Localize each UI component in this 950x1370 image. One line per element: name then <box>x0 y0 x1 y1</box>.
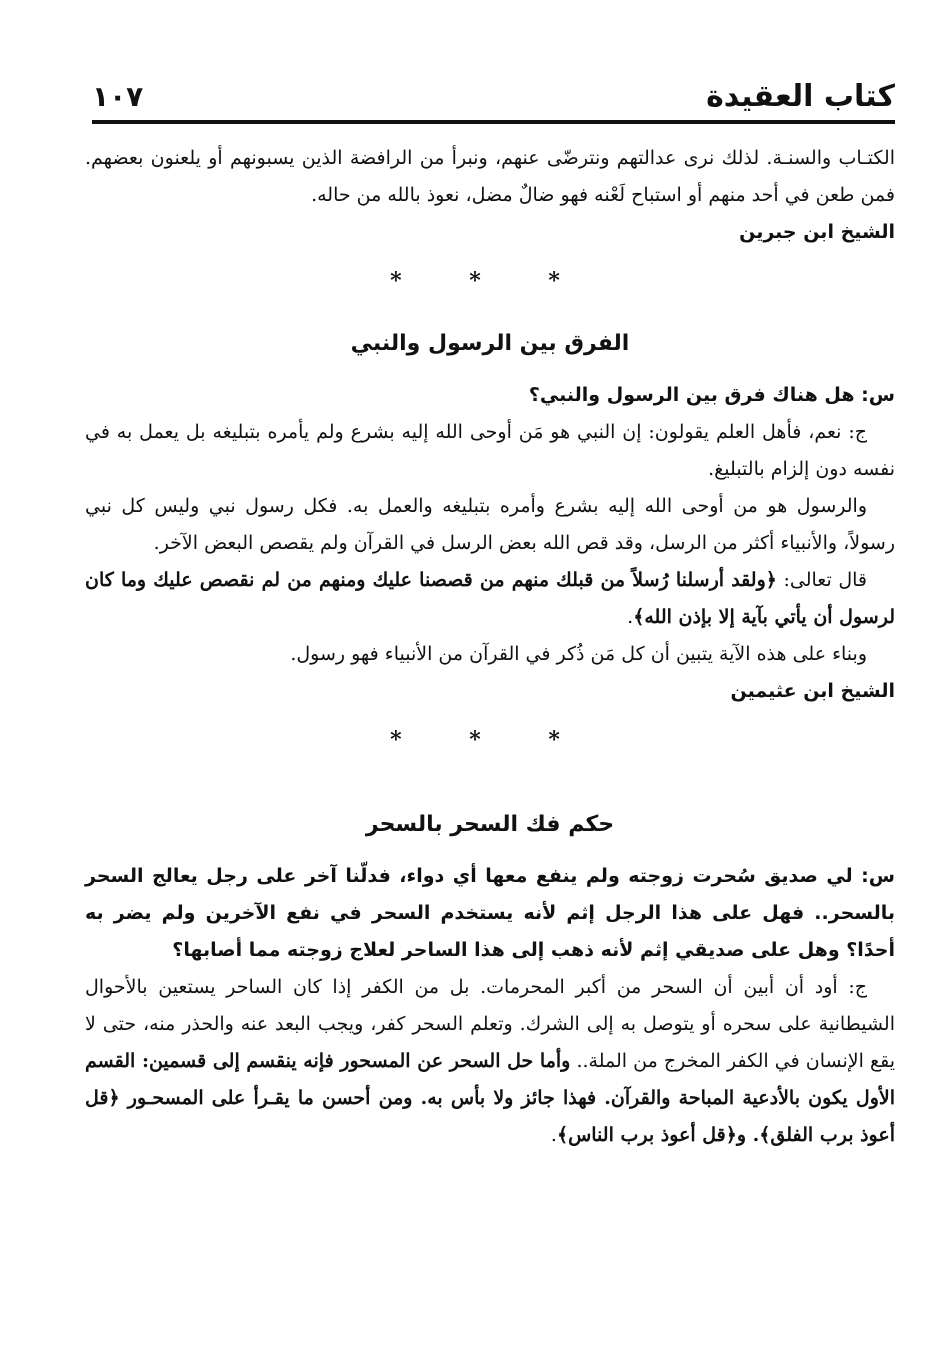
quran-intro: قال تعالى: <box>776 569 867 591</box>
author-signature: الشيخ ابن جبرين <box>739 221 895 243</box>
section-separator: * * * <box>390 727 590 753</box>
quran-verse: ﴿قل أعوذ برب الناس﴾ <box>556 1124 737 1146</box>
quran-verse: ﴿ولقد أرسلنا رُسلاً من قبلك منهم من قصصنا عليك ومنهم من لم نقصص عليك وما كان لرسول أن يأتي بآية إلا بإذن الله﴾ <box>85 569 895 628</box>
section-title: حكم فك السحر بالسحر <box>365 812 615 837</box>
page-header <box>92 72 895 124</box>
quran-verse: ﴿قل أعوذ برب الفلق﴾ <box>85 1087 895 1146</box>
answer-paragraph: والرسول هو من أوحى الله إليه بشرع وأمره بتبليغه والعمل به. فكل رسول نبي وليس كل نبي رسولاً، والأنبياء أكثر من الرسل، وقد قص الله بعض الرسل في القرآن ولم يقصص البعض الآخر. <box>85 495 895 554</box>
punctuation: . و <box>736 1124 760 1146</box>
page-number: ١٠٧ <box>92 79 144 113</box>
answer-paragraph: وبناء على هذه الآية يتبين أن كل مَن ذُكر في القرآن من الأنبياء فهو رسول. <box>290 643 867 665</box>
section-separator: * * * <box>390 268 590 294</box>
answer-paragraph <box>85 969 895 1154</box>
quran-paragraph <box>85 562 895 636</box>
answer-paragraph: ج: نعم، فأهل العلم يقولون: إن النبي هو مَن أوحى الله إليه بشرع ولم يأمره بتبليغه بل يعمل به في نفسه دون إلزام بالتبليغ. <box>85 421 895 480</box>
answer-text: ج: أود أن أبين أن السحر من أكبر المحرمات. بل من الكفر إذا كان الساحر يستعين بالأحوال الشيطانية على سحره أو يتوصل به إلى الشرك. وتعلم السحر كفر، ويجب البعد عنه والحذر منه، حتى لا يقع الإنسان في الكفر المخرج من الملة.. <box>85 976 895 1072</box>
book-title: كتاب العقيدة <box>706 78 895 114</box>
punctuation: . <box>550 1124 557 1146</box>
question: س: لي صديق سُحرت زوجته ولم ينفع معها أي دواء، فدلّنا آخر على رجل يعالج السحر بالسحر.. فهل على هذا الرجل إثم لأنه يستخدم السحر في نفع الآخرين ولم يضر به أحدًا؟ وهل على صديقي إثم لأنه ذهب إلى هذا الساحر لعلاج زوجته مما أصابها؟ <box>85 865 895 961</box>
section-title: الفرق بين الرسول والنبي <box>350 331 630 356</box>
question: س: هل هناك فرق بين الرسول والنبي؟ <box>528 384 895 406</box>
paragraph: الكتـاب والسنـة. لذلك نرى عدالتهم ونترضّى عنهم، ونبرأ من الرافضة الذين يسبونهم أو يلعنون بعضهم. فمن طعن في أحد منهم أو استباح لَعْنه فهو ضالٌ مضل، نعوذ بالله من حاله. <box>85 147 895 206</box>
page-content <box>85 140 895 1154</box>
punctuation: . <box>627 606 634 628</box>
author-signature: الشيخ ابن عثيمين <box>730 680 895 702</box>
answer-text-bold: وأما حل السحر عن المسحور فإنه ينقسم إلى قسمين: القسم الأول يكون بالأدعية المباحة والقرآن. فهذا جائز ولا بأس به. ومن أحسن ما يقـرأ على المسحـور <box>85 1050 895 1109</box>
